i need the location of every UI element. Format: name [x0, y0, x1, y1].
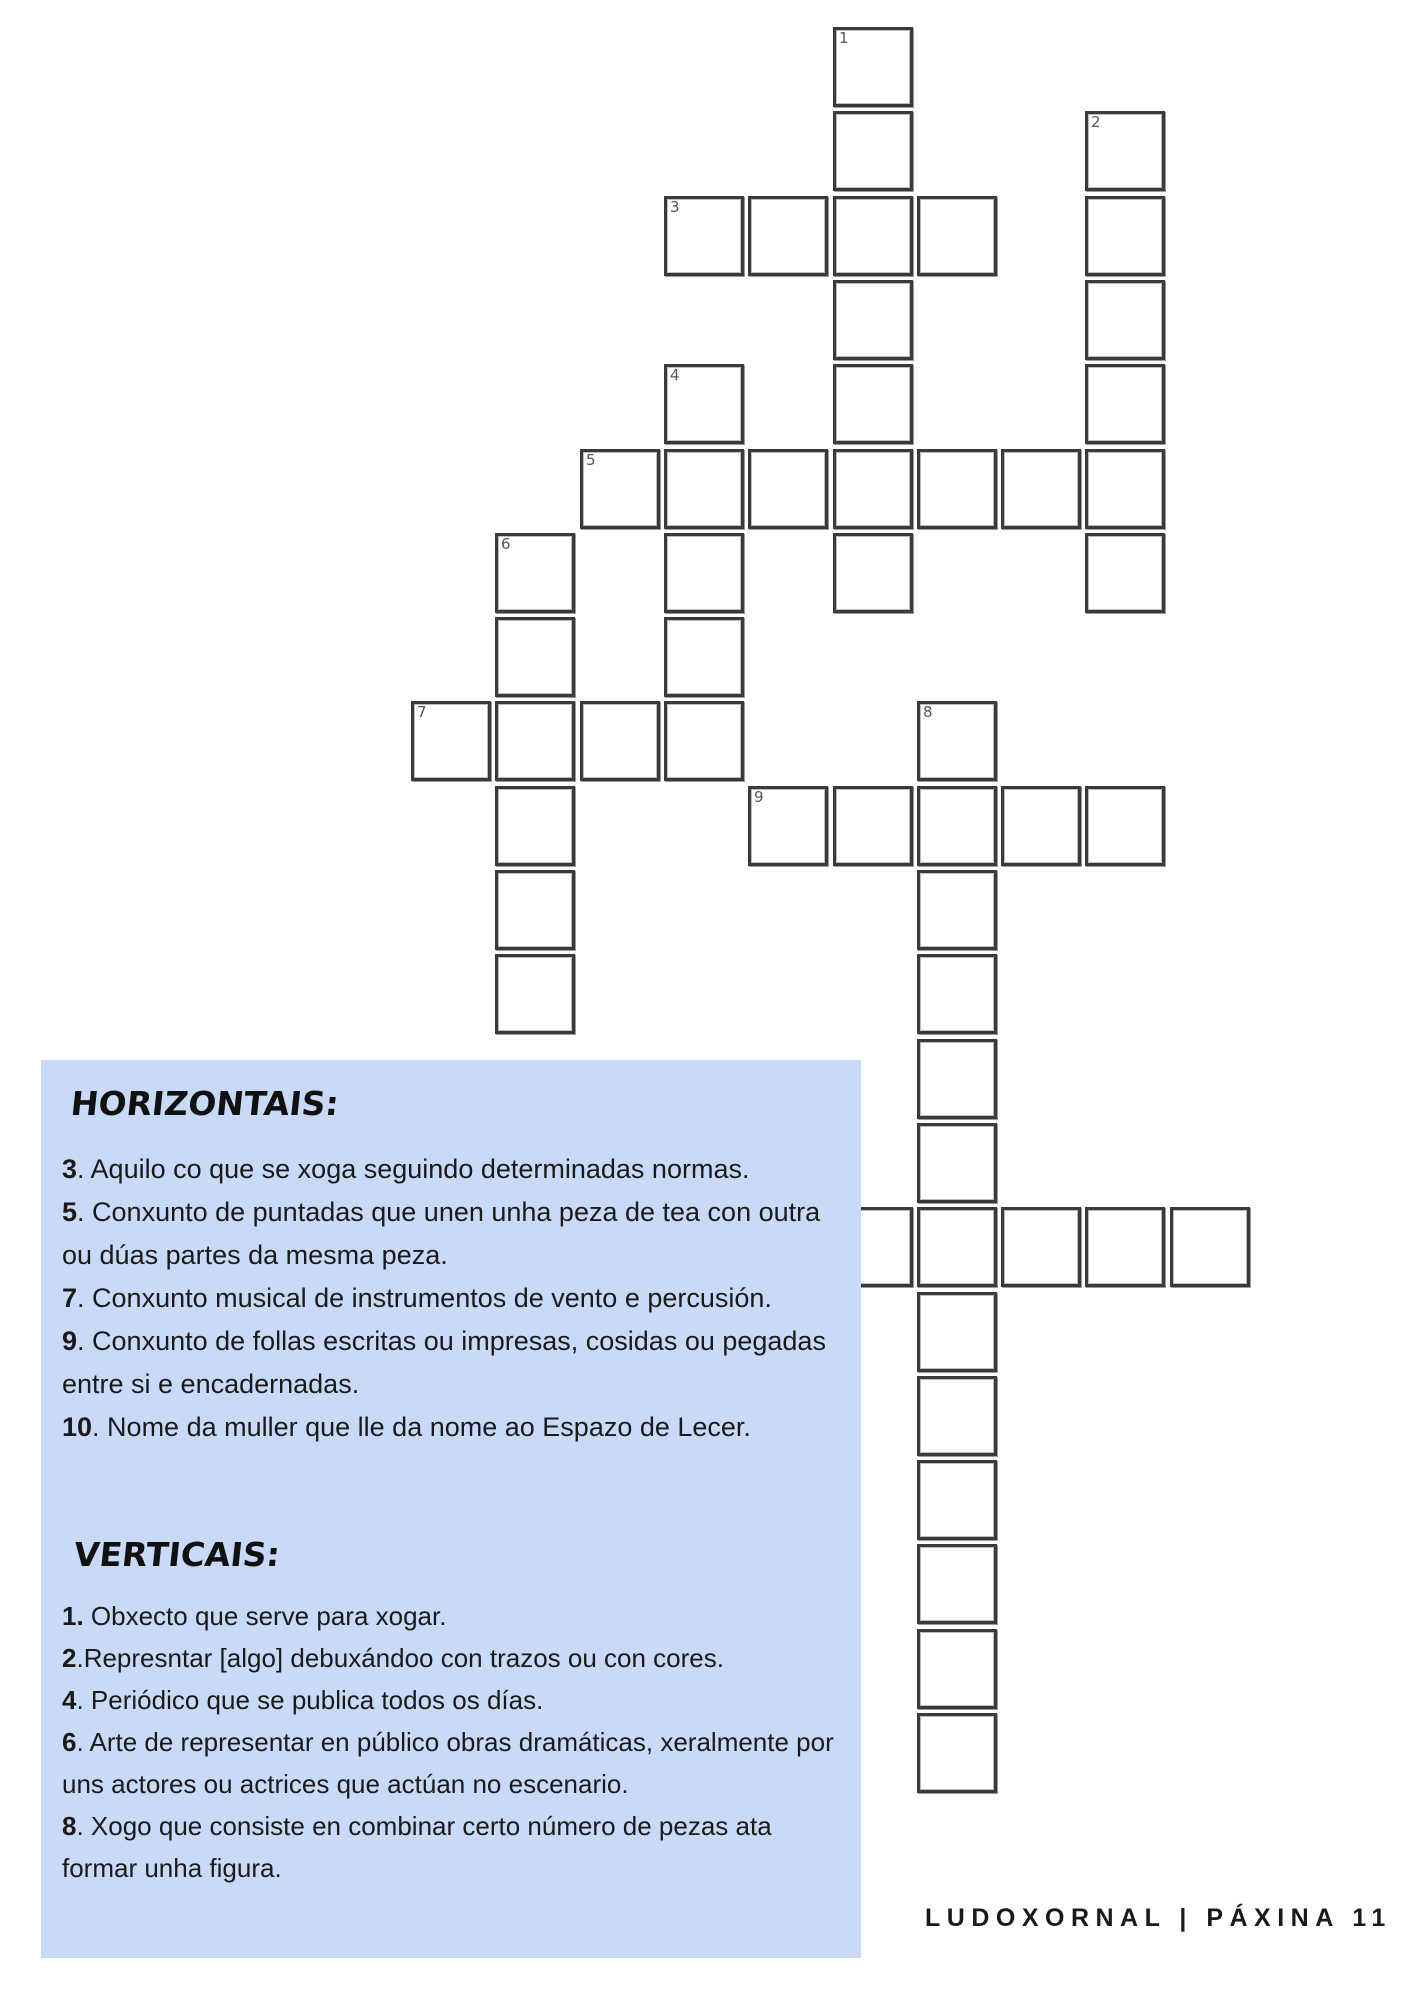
- crossword-cell[interactable]: [495, 870, 575, 950]
- crossword-cell[interactable]: [1001, 786, 1081, 866]
- clue-h9: 9. Conxunto de follas escritas ou impresas, cosidas ou pegadas entre si e encadernadas.: [62, 1326, 826, 1399]
- crossword-cell[interactable]: [1085, 786, 1165, 866]
- crossword-cell[interactable]: [1170, 1207, 1250, 1287]
- crossword-cell[interactable]: [917, 449, 997, 529]
- crossword-cell[interactable]: [833, 364, 913, 444]
- crossword-cell[interactable]: [917, 701, 997, 781]
- crossword-cell[interactable]: [833, 786, 913, 866]
- crossword-cell[interactable]: [580, 449, 660, 529]
- crossword-cell[interactable]: [1085, 364, 1165, 444]
- crossword-cell[interactable]: [495, 533, 575, 613]
- crossword-cell[interactable]: [1085, 111, 1165, 191]
- crossword-cell[interactable]: [917, 1544, 997, 1624]
- crossword-cell[interactable]: [664, 701, 744, 781]
- page-footer: LUDOXORNAL | PÁXINA 11: [925, 1904, 1392, 1932]
- crossword-cell[interactable]: [917, 1713, 997, 1793]
- verticais-clue-list: [62, 1595, 852, 1889]
- clue-panel: [41, 1060, 861, 1958]
- crossword-cell[interactable]: [917, 1292, 997, 1372]
- clue-number: 5: [586, 451, 596, 469]
- crossword-cell[interactable]: [833, 111, 913, 191]
- crossword-cell[interactable]: [917, 196, 997, 276]
- crossword-cell[interactable]: [833, 280, 913, 360]
- horizontais-clue-list: [62, 1148, 852, 1449]
- crossword-cell[interactable]: [664, 449, 744, 529]
- crossword-cell[interactable]: [917, 1123, 997, 1203]
- crossword-cell[interactable]: [748, 449, 828, 529]
- clue-v2: 2.Represntar [algo] debuxándoo con trazos ou con cores.: [62, 1643, 724, 1673]
- crossword-cell[interactable]: [1085, 449, 1165, 529]
- crossword-cell[interactable]: [495, 786, 575, 866]
- crossword-cell[interactable]: [917, 1629, 997, 1709]
- crossword-cell[interactable]: [664, 364, 744, 444]
- crossword-cell[interactable]: [580, 701, 660, 781]
- crossword-cell[interactable]: [917, 954, 997, 1034]
- clue-h5: 5. Conxunto de puntadas que unen unha peza de tea con outra ou dúas partes da mesma peza.: [62, 1197, 821, 1270]
- crossword-cell[interactable]: [917, 786, 997, 866]
- clue-number: 4: [670, 366, 680, 384]
- crossword-cell[interactable]: [833, 27, 913, 107]
- crossword-cell[interactable]: [495, 701, 575, 781]
- clue-v1: 1. Obxecto que serve para xogar.: [62, 1601, 447, 1631]
- clue-number: 2: [1091, 113, 1101, 131]
- crossword-cell[interactable]: [748, 196, 828, 276]
- crossword-cell[interactable]: [833, 449, 913, 529]
- clue-number: 6: [501, 535, 511, 553]
- clue-number: 3: [670, 198, 680, 216]
- crossword-cell[interactable]: [748, 786, 828, 866]
- crossword-cell[interactable]: [833, 533, 913, 613]
- clue-v8: 8. Xogo que consiste en combinar certo número de pezas ata formar unha figura.: [62, 1811, 772, 1883]
- crossword-cell[interactable]: [1085, 196, 1165, 276]
- crossword-cell[interactable]: [1085, 533, 1165, 613]
- horizontais-heading: HORIZONTAIS:: [68, 1084, 341, 1123]
- clue-number: 9: [754, 788, 764, 806]
- clue-h3: 3. Aquilo co que se xoga seguindo determinadas normas.: [62, 1154, 750, 1184]
- crossword-cell[interactable]: [1001, 449, 1081, 529]
- crossword-cell[interactable]: [664, 533, 744, 613]
- clue-v6: 6. Arte de representar en público obras dramáticas, xeralmente por uns actores ou actrices que actúan no escenario.: [62, 1727, 834, 1799]
- crossword-cell[interactable]: [495, 617, 575, 697]
- crossword-cell[interactable]: [1085, 1207, 1165, 1287]
- clue-number: 8: [923, 703, 933, 721]
- crossword-cell[interactable]: [411, 701, 491, 781]
- crossword-cell[interactable]: [833, 196, 913, 276]
- crossword-cell[interactable]: [917, 1207, 997, 1287]
- clue-h7: 7. Conxunto musical de instrumentos de vento e percusión.: [62, 1283, 772, 1313]
- crossword-cell[interactable]: [1001, 1207, 1081, 1287]
- crossword-cell[interactable]: [917, 1376, 997, 1456]
- verticais-heading: VERTICAIS:: [71, 1535, 282, 1574]
- crossword-cell[interactable]: [1085, 280, 1165, 360]
- clue-number: 1: [839, 29, 849, 47]
- clue-h10: 10. Nome da muller que lle da nome ao Espazo de Lecer.: [62, 1412, 751, 1442]
- crossword-cell[interactable]: [495, 954, 575, 1034]
- crossword-cell[interactable]: [917, 870, 997, 950]
- crossword-cell[interactable]: [664, 196, 744, 276]
- crossword-cell[interactable]: [917, 1460, 997, 1540]
- clue-number: 7: [417, 703, 427, 721]
- crossword-cell[interactable]: [917, 1039, 997, 1119]
- crossword-cell[interactable]: [664, 617, 744, 697]
- clue-v4: 4. Periódico que se publica todos os días.: [62, 1685, 544, 1715]
